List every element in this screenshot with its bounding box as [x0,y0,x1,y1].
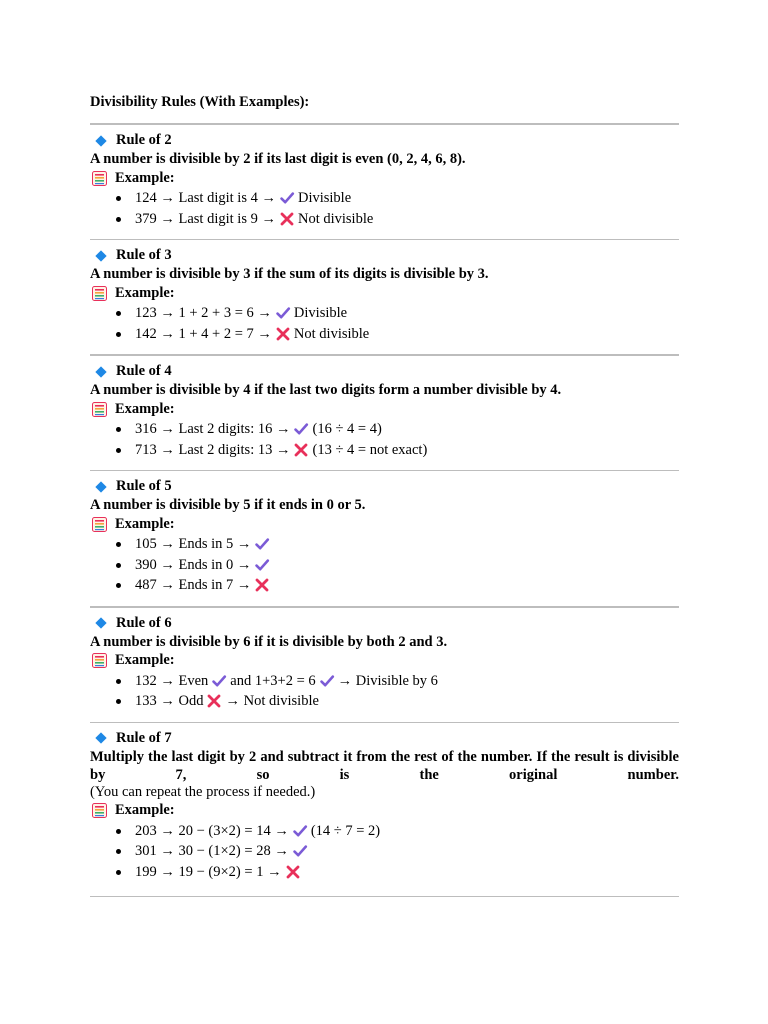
example-item [116,862,679,883]
example-list [90,671,679,712]
example-result: Not divisible [297,210,374,227]
example-item [116,188,679,209]
cross-icon [254,577,270,593]
diamond-icon [95,135,106,146]
example-text: 301 → 30 − (1×2) = 28 → [135,843,289,859]
check-icon [292,843,308,859]
book-icon [92,286,107,301]
section-divider [90,896,679,897]
example-result: (13 ÷ 4 = not exact) [312,441,428,458]
check-icon [254,557,270,573]
rule-heading-text: Rule of 4 [116,363,172,379]
rules-list [90,123,679,897]
example-result: (16 ÷ 4 = 4) [312,421,382,437]
example-text: 105 → Ends in 5 → [135,536,252,552]
book-icon [92,171,107,186]
example-result: (14 ÷ 7 = 2) [310,822,381,839]
check-icon [275,305,291,321]
example-label-text: Example: [115,515,175,532]
rule-note: (You can repeat the process if needed.) [90,783,316,800]
rule-heading-text: Rule of 2 [116,132,172,148]
example-label [90,399,679,419]
example-text: 133 → Odd [135,693,204,709]
rule-section [90,125,679,239]
example-result: Divisible [293,305,348,321]
example-label [90,514,679,534]
rule-section [90,356,679,470]
diamond-icon [95,481,106,492]
example-result: → Divisible by 6 [337,672,438,689]
example-list [90,534,679,596]
example-item [116,691,679,712]
example-label-text: Example: [115,652,175,668]
example-label [90,168,679,188]
example-label [90,651,679,671]
example-result: Not divisible [293,325,370,342]
rule-heading [90,131,679,150]
example-label [90,801,679,821]
example-item [116,419,679,440]
check-icon [279,190,295,206]
example-item [116,555,679,576]
diamond-icon [95,366,106,377]
rule-statement: A number is divisible by 4 if the last two digits form a number divisible by 4. [90,382,562,398]
check-icon [292,823,308,839]
rule-heading [90,246,679,265]
example-result: → Not divisible [225,693,319,709]
example-item [116,841,679,862]
book-icon [92,517,107,532]
check-icon [319,673,335,689]
example-item [116,534,679,555]
example-label [90,283,679,303]
example-result: Divisible [297,190,352,206]
rule-heading-text: Rule of 6 [116,614,172,631]
example-text: 203 → 20 − (3×2) = 14 → [135,822,289,839]
example-item [116,575,679,596]
check-icon [211,673,227,689]
rule-heading [90,614,679,633]
book-icon [92,402,107,417]
cross-icon [206,693,222,709]
diamond-icon [95,250,106,261]
rule-section [90,608,679,722]
example-text: 390 → Ends in 0 → [135,556,252,573]
example-text: 132 → Even [135,672,209,689]
example-list [90,821,679,883]
example-text: 123 → 1 + 2 + 3 = 6 → [135,305,272,321]
page-title: Divisibility Rules (With Examples): [90,94,310,110]
rule-heading-text: Rule of 5 [116,478,172,494]
example-item [116,440,679,461]
rule-heading [90,729,679,748]
rule-section [90,240,679,354]
example-item [116,324,679,345]
cross-icon [279,211,295,227]
example-text: 199 → 19 − (9×2) = 1 → [135,863,282,880]
rule-statement: Multiply the last digit by 2 and subtract it from the rest of the number. If the result is divisible by 7, so is the original number. [90,748,679,783]
rule-heading [90,477,679,496]
check-icon [254,536,270,552]
example-label-text: Example: [115,284,175,301]
example-text: 316 → Last 2 digits: 16 → [135,421,291,437]
example-label-text: Example: [115,169,175,186]
example-text: 379 → Last digit is 9 → [135,210,276,227]
example-text: 142 → 1 + 4 + 2 = 7 → [135,325,272,342]
example-label-text: Example: [115,400,175,417]
rule-heading-text: Rule of 7 [116,729,172,746]
rule-section [90,471,679,606]
document [90,93,679,897]
book-icon [92,803,107,818]
example-item [116,209,679,230]
example-item [116,671,679,692]
example-list [90,303,679,344]
example-item [116,821,679,842]
rule-statement: A number is divisible by 6 if it is divisible by both 2 and 3. [90,633,448,650]
rule-statement: A number is divisible by 5 if it ends in 0 or 5. [90,497,366,513]
example-text: 124 → Last digit is 4 → [135,190,276,206]
diamond-icon [95,617,106,628]
cross-icon [275,326,291,342]
example-list [90,419,679,460]
example-list [90,188,679,229]
example-item [116,303,679,324]
rule-statement: A number is divisible by 3 if the sum of its digits is divisible by 3. [90,266,489,282]
cross-icon [293,442,309,458]
check-icon [293,421,309,437]
diamond-icon [95,732,106,743]
book-icon [92,653,107,668]
rule-statement: A number is divisible by 2 if its last digit is even (0, 2, 4, 6, 8). [90,151,466,167]
rule-heading-text: Rule of 3 [116,247,172,263]
rule-heading [90,362,679,381]
example-text-middle: and 1+3+2 = 6 [230,672,316,689]
cross-icon [285,864,301,880]
example-text: 487 → Ends in 7 → [135,577,252,593]
rule-section [90,723,679,893]
example-text: 713 → Last 2 digits: 13 → [135,441,291,458]
example-label-text: Example: [115,802,175,818]
